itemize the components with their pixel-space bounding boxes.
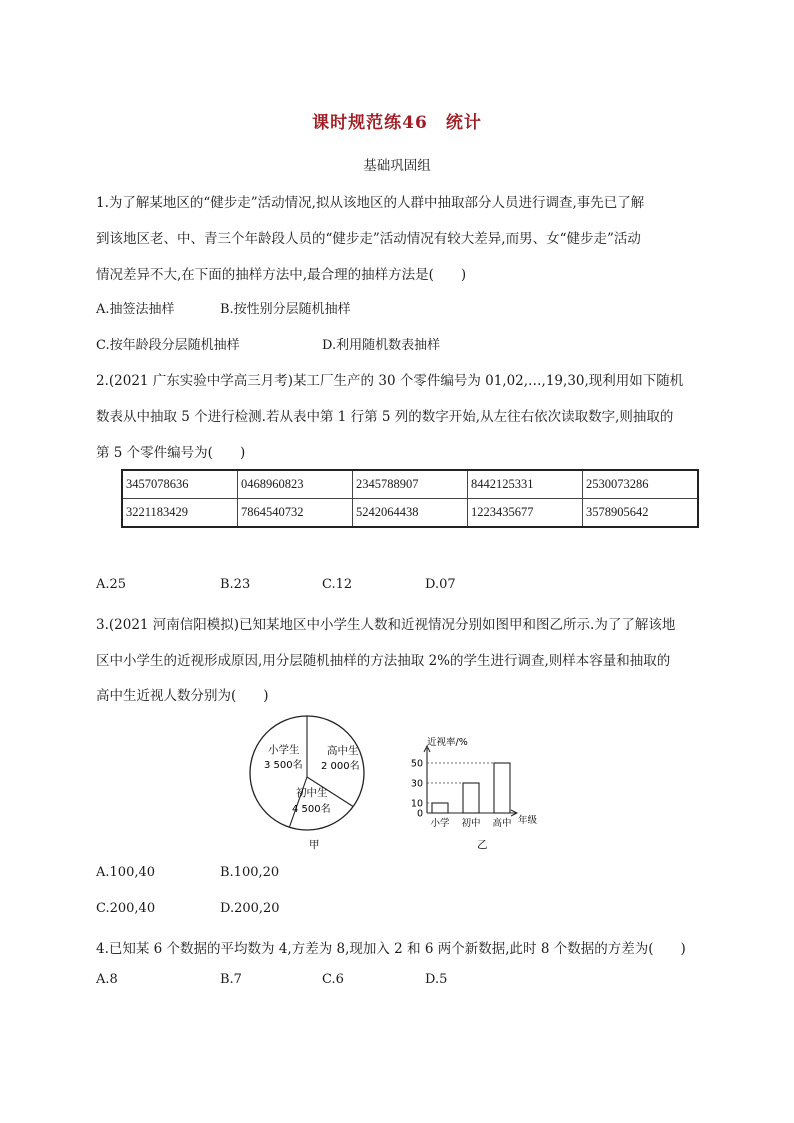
pie-caption: 甲 <box>309 839 320 851</box>
q1-line-3: 情况差异不大,在下面的抽样方法中,最合理的抽样方法是( ) <box>96 267 467 283</box>
bar-category-label: 高中 <box>492 818 512 829</box>
q3-option-b: B.100,20 <box>220 865 280 880</box>
pie-label-junior: 初中生 <box>296 787 328 799</box>
y-tick-label: 30 <box>410 778 423 790</box>
pie-chart-jia <box>245 710 385 855</box>
table-row <box>122 470 698 499</box>
table-cell: 0468960823 <box>238 470 353 499</box>
q1-line-1: 1.为了解某地区的“健步走”活动情况,拟从该地区的人群中抽取部分人员进行调查,事先已了解 <box>96 195 645 211</box>
table-cell: 2530073286 <box>583 470 699 499</box>
pie-slice-divider <box>289 777 307 827</box>
section-subtitle: 基础巩固组 <box>363 158 431 174</box>
page-title: 课时规范练46 统计 <box>312 113 482 133</box>
bar-category-label: 小学 <box>430 818 450 829</box>
random-number-table <box>121 469 699 528</box>
q2-line-2: 数表从中抽取 5 个进行检测.若从表中第 1 行第 5 列的数字开始,从左往右依次读取数字,则抽取的 <box>96 409 674 425</box>
q1-option-a: A.抽签法抽样 <box>96 302 175 317</box>
table-cell: 3221183429 <box>122 499 238 528</box>
bar-ylabel: 近视率/% <box>427 737 468 748</box>
bar-2 <box>463 783 479 813</box>
pie-count-primary: 3 500名 <box>264 760 303 771</box>
table-row <box>122 499 698 528</box>
y-tick-label: 10 <box>410 798 423 810</box>
q3-option-a: A.100,40 <box>96 865 156 880</box>
table-cell: 1223435677 <box>468 499 583 528</box>
q4-line-1: 4.已知某 6 个数据的平均数为 4,方差为 8,现加入 2 和 6 两个新数据,此时 8 个数据的方差为( ) <box>96 941 686 957</box>
q1-option-c: C.按年龄段分层随机抽样 <box>96 338 240 353</box>
q1-option-d: D.利用随机数表抽样 <box>322 338 441 353</box>
q2-line-1: 2.(2021 广东实验中学高三月考)某工厂生产的 30 个零件编号为 01,02,…,19,30,现利用如下随机 <box>96 373 684 389</box>
q3-option-c: C.200,40 <box>96 901 156 916</box>
q2-option-d: D.07 <box>425 577 456 592</box>
q3-line-3: 高中生近视人数分别为( ) <box>96 688 269 704</box>
bar-category-label: 初中 <box>461 818 481 829</box>
pie-label-senior: 高中生 <box>327 745 359 757</box>
y-tick-label: 50 <box>410 758 423 770</box>
pie-label-primary: 小学生 <box>268 744 300 756</box>
table-cell: 3457078636 <box>122 470 238 499</box>
bar-3 <box>494 763 510 813</box>
bar-marks <box>411 759 512 830</box>
q3-option-d: D.200,20 <box>220 901 280 916</box>
q4-option-b: B.7 <box>220 972 242 987</box>
pie-count-junior: 4 500名 <box>292 804 331 815</box>
bar-chart-yi <box>405 730 555 855</box>
q3-line-2: 区中小学生的近视形成原因,用分层随机抽样的方法抽取 2%的学生进行调查,则样本容量和抽取的 <box>96 653 671 669</box>
q2-option-a: A.25 <box>96 577 127 592</box>
q2-option-b: B.23 <box>220 577 251 592</box>
q3-line-1: 3.(2021 河南信阳模拟)已知某地区中小学生人数和近视情况分别如图甲和图乙所示.为了了解该地 <box>96 617 676 633</box>
table-cell: 3578905642 <box>583 499 699 528</box>
q2-option-c: C.12 <box>322 577 353 592</box>
q2-line-3: 第 5 个零件编号为( ) <box>96 445 246 461</box>
table-cell: 7864540732 <box>238 499 353 528</box>
pie-count-senior: 2 000名 <box>321 761 360 772</box>
table-cell: 8442125331 <box>468 470 583 499</box>
bar-1 <box>432 803 448 813</box>
table-cell: 5242064438 <box>353 499 468 528</box>
q1-line-2: 到该地区老、中、青三个年龄段人员的“健步走”活动情况有较大差异,而男、女“健步走”活动 <box>96 231 641 247</box>
q4-option-a: A.8 <box>96 972 118 987</box>
q4-option-c: C.6 <box>322 972 344 987</box>
q1-option-b: B.按性别分层随机抽样 <box>220 302 351 317</box>
bar-xlabel: 年级 <box>518 815 538 826</box>
y-tick-label: 0 <box>416 808 423 820</box>
bar-caption: 乙 <box>477 839 488 851</box>
table-cell: 2345788907 <box>353 470 468 499</box>
q4-option-d: D.5 <box>425 972 448 987</box>
